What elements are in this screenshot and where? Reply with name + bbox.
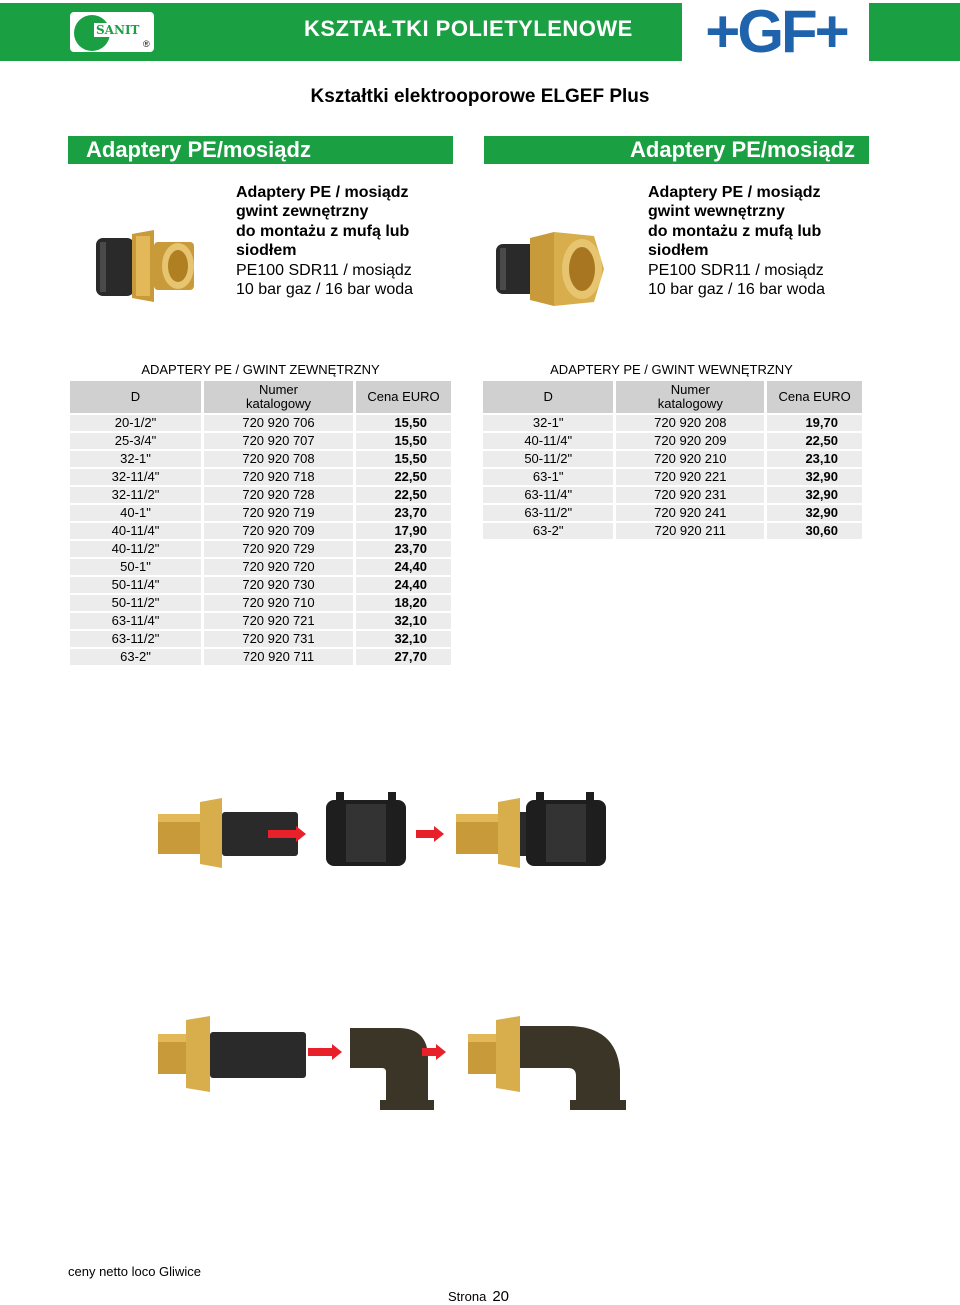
left-section-banner: Adaptery PE/mosiądz: [68, 136, 453, 164]
table-row: [70, 631, 451, 647]
column-header-price: Cena EURO: [356, 381, 451, 413]
cell-catalog-number: 720 920 708: [204, 451, 353, 467]
cell-diameter: 50-11/4": [70, 577, 201, 593]
cell-price: 15,50: [356, 415, 451, 431]
cell-price: 19,70: [767, 415, 862, 431]
table-row: [70, 505, 451, 521]
internal-thread-price-table: [480, 379, 865, 541]
cell-catalog-number: 720 920 729: [204, 541, 353, 557]
table-row: [483, 505, 862, 521]
cell-price: 23,70: [356, 505, 451, 521]
cell-diameter: 40-11/2": [70, 541, 201, 557]
cell-diameter: 40-11/4": [483, 433, 613, 449]
cell-price: 32,90: [767, 487, 862, 503]
cell-diameter: 63-11/4": [483, 487, 613, 503]
sanit-logo: [68, 10, 156, 54]
registered-mark: ®: [143, 39, 150, 49]
table-row: [70, 433, 451, 449]
cell-catalog-number: 720 920 241: [616, 505, 764, 521]
table-row: [483, 469, 862, 485]
cell-price: 15,50: [356, 451, 451, 467]
external-thread-price-table: [67, 379, 454, 667]
cell-catalog-number: 720 920 706: [204, 415, 353, 431]
elbow-assembly-photo: [150, 1000, 880, 1112]
cell-price: 32,10: [356, 631, 451, 647]
cell-diameter: 32-1": [483, 415, 613, 431]
column-header-price: Cena EURO: [767, 381, 862, 413]
gf-logo: +GF+: [686, 3, 866, 61]
cell-catalog-number: 720 920 719: [204, 505, 353, 521]
table-row: [70, 451, 451, 467]
table-row: [483, 523, 862, 539]
cell-diameter: 32-11/2": [70, 487, 201, 503]
cell-price: 30,60: [767, 523, 862, 539]
cell-diameter: 63-2": [483, 523, 613, 539]
table-row: [70, 523, 451, 539]
coupler-assembly-photo: [150, 784, 880, 880]
left-table-title: ADAPTERY PE / GWINT ZEWNĘTRZNY: [141, 362, 380, 377]
right-description: Adaptery PE / mosiądz gwint wewnętrzny do montażu z mufą lub siodłem PE100 SDR11 / mosiądz 10 bar gaz / 16 bar woda: [648, 184, 826, 299]
table-row: [483, 451, 862, 467]
page-number: Strona 20: [448, 1288, 509, 1305]
cell-price: 24,40: [356, 559, 451, 575]
cell-diameter: 40-1": [70, 505, 201, 521]
cell-price: 24,40: [356, 577, 451, 593]
cell-diameter: 40-11/4": [70, 523, 201, 539]
table-row: [483, 487, 862, 503]
internal-thread-adapter-photo: [494, 230, 608, 308]
cell-diameter: 50-1": [70, 559, 201, 575]
cell-catalog-number: 720 920 231: [616, 487, 764, 503]
table-row: [70, 649, 451, 665]
cell-diameter: 32-1": [70, 451, 201, 467]
cell-price: 22,50: [356, 487, 451, 503]
cell-price: 23,10: [767, 451, 862, 467]
column-header-catalog-number: Numer katalogowy: [616, 381, 764, 413]
cell-catalog-number: 720 920 720: [204, 559, 353, 575]
table-row: [70, 487, 451, 503]
table-row: [70, 415, 451, 431]
cell-price: 32,90: [767, 505, 862, 521]
cell-price: 23,70: [356, 541, 451, 557]
cell-diameter: 63-2": [70, 649, 201, 665]
cell-price: 17,90: [356, 523, 451, 539]
cell-catalog-number: 720 920 721: [204, 613, 353, 629]
cell-catalog-number: 720 920 730: [204, 577, 353, 593]
cell-diameter: 63-1": [483, 469, 613, 485]
cell-catalog-number: 720 920 221: [616, 469, 764, 485]
page-subtitle: Kształtki elektrooporowe ELGEF Plus: [310, 86, 650, 107]
cell-diameter: 50-11/2": [483, 451, 613, 467]
cell-diameter: 63-11/4": [70, 613, 201, 629]
cell-catalog-number: 720 920 208: [616, 415, 764, 431]
cell-diameter: 32-11/4": [70, 469, 201, 485]
cell-diameter: 63-11/2": [70, 631, 201, 647]
table-row: [483, 415, 862, 431]
column-header-catalog-number: Numer katalogowy: [204, 381, 353, 413]
cell-price: 22,50: [767, 433, 862, 449]
cell-diameter: 25-3/4": [70, 433, 201, 449]
cell-catalog-number: 720 920 210: [616, 451, 764, 467]
cell-catalog-number: 720 920 728: [204, 487, 353, 503]
cell-catalog-number: 720 920 211: [616, 523, 764, 539]
cell-price: 27,70: [356, 649, 451, 665]
right-section-banner: Adaptery PE/mosiądz: [484, 136, 869, 164]
cell-price: 18,20: [356, 595, 451, 611]
right-table-title: ADAPTERY PE / GWINT WEWNĘTRZNY: [550, 362, 793, 377]
column-header-d: D: [70, 381, 201, 413]
cell-catalog-number: 720 920 718: [204, 469, 353, 485]
cell-diameter: 50-11/2": [70, 595, 201, 611]
cell-catalog-number: 720 920 711: [204, 649, 353, 665]
table-row: [70, 613, 451, 629]
external-thread-adapter-photo: [92, 228, 202, 304]
cell-catalog-number: 720 920 209: [616, 433, 764, 449]
left-description: Adaptery PE / mosiądz gwint zewnętrzny do montażu z mufą lub siodłem PE100 SDR11 / mosiądz 10 bar gaz / 16 bar woda: [236, 184, 414, 299]
cell-diameter: 63-11/2": [483, 505, 613, 521]
table-row: [70, 559, 451, 575]
cell-price: 15,50: [356, 433, 451, 449]
table-row: [70, 577, 451, 593]
logo-text: SANIT: [96, 23, 140, 37]
header-title: KSZTAŁTKI POLIETYLENOWE: [304, 16, 633, 41]
price-note: ceny netto loco Gliwice: [68, 1264, 201, 1279]
table-row: [70, 469, 451, 485]
cell-price: 32,90: [767, 469, 862, 485]
cell-price: 22,50: [356, 469, 451, 485]
table-row: [483, 433, 862, 449]
cell-catalog-number: 720 920 731: [204, 631, 353, 647]
cell-catalog-number: 720 920 707: [204, 433, 353, 449]
table-row: [70, 595, 451, 611]
column-header-d: D: [483, 381, 613, 413]
table-row: [70, 541, 451, 557]
cell-diameter: 20-1/2": [70, 415, 201, 431]
cell-price: 32,10: [356, 613, 451, 629]
cell-catalog-number: 720 920 710: [204, 595, 353, 611]
cell-catalog-number: 720 920 709: [204, 523, 353, 539]
